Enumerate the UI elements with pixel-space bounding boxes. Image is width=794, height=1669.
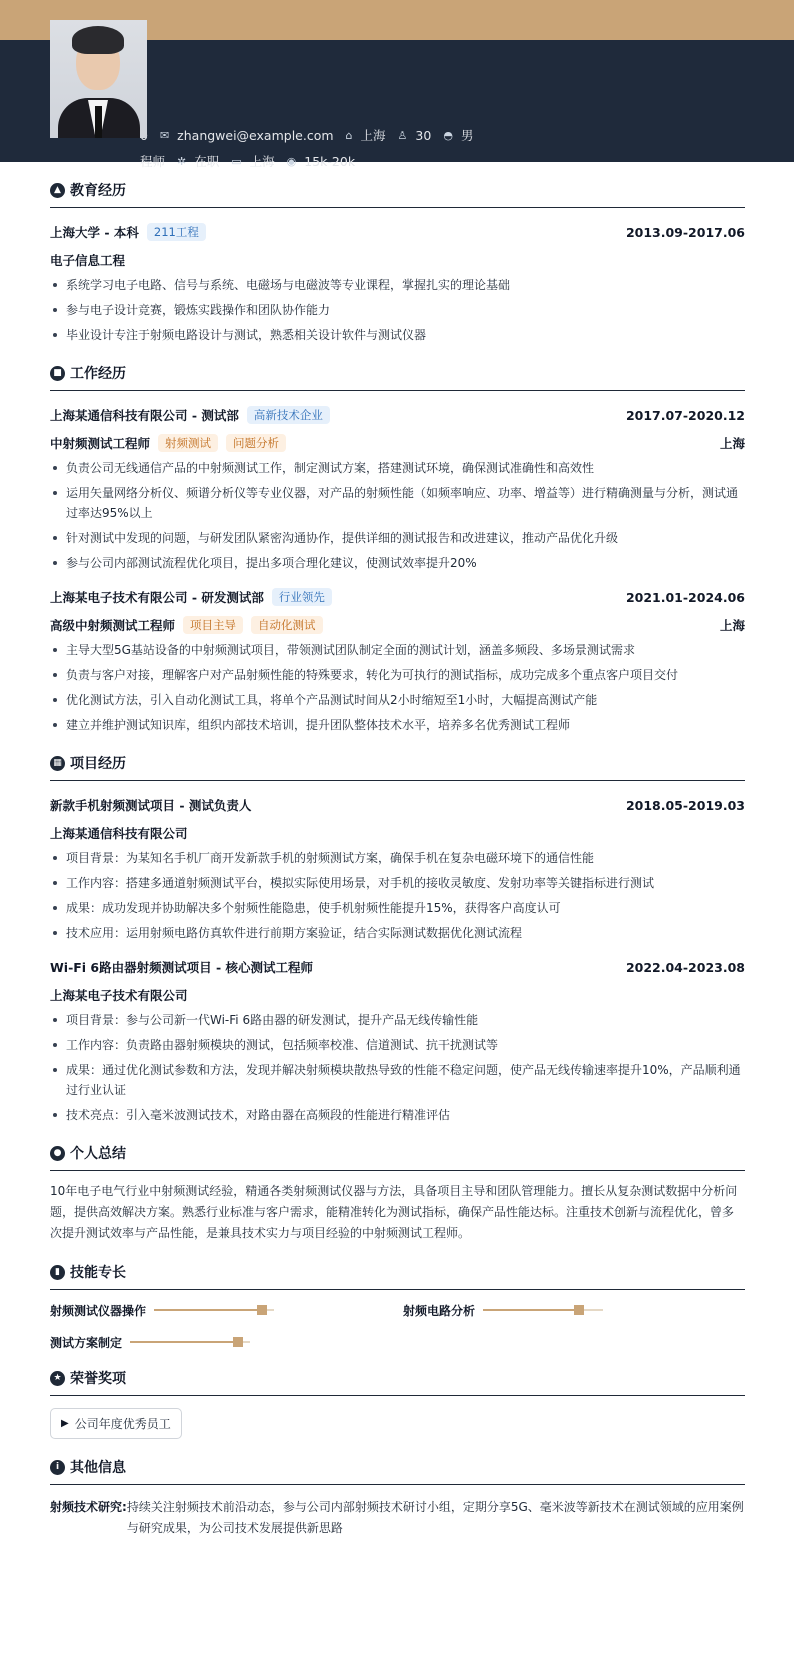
work-date: 2021.01-2024.06 bbox=[625, 589, 745, 605]
other-section bbox=[50, 1449, 745, 1539]
skills-list bbox=[50, 1302, 745, 1350]
location-icon: ▭ bbox=[231, 154, 242, 168]
work-entry bbox=[50, 587, 745, 735]
company-name: 上海某电子技术有限公司 - 研发测试部 bbox=[50, 590, 264, 605]
project-company: 上海某电子技术有限公司 bbox=[50, 988, 188, 1003]
list-item: 参与公司内部测试流程优化项目，提出多项合理化建议，使测试效率提升20% bbox=[50, 553, 745, 573]
skill-item bbox=[403, 1302, 736, 1318]
home-icon: ⌂ bbox=[345, 128, 353, 142]
skills-section bbox=[50, 1254, 745, 1350]
projects-section bbox=[50, 745, 745, 1125]
list-item: 技术应用：运用射频电路仿真软件进行前期方案验证，结合实际测试数据优化测试流程 bbox=[50, 923, 745, 943]
resume-content bbox=[50, 162, 745, 1539]
age-icon: ♙ bbox=[397, 128, 408, 142]
mail-icon: ✉ bbox=[159, 128, 170, 142]
graduation-icon: ▲ bbox=[50, 183, 65, 198]
project-name: Wi-Fi 6路由器射频测试项目 - 核心测试工程师 bbox=[50, 960, 314, 975]
skill-item bbox=[50, 1302, 383, 1318]
list-item: 运用矢量网络分析仪、频谱分析仪等专业仪器，对产品的射频性能（如频率响应、功率、增益等）进行精确测量与分析，测试通过率达95%以上 bbox=[50, 483, 745, 523]
info-icon: i bbox=[50, 1460, 65, 1475]
project-entry bbox=[50, 957, 745, 1125]
work-entry bbox=[50, 405, 745, 573]
project-company: 上海某通信科技有限公司 bbox=[50, 826, 188, 841]
education-section bbox=[50, 172, 745, 345]
section-title: ■ 工作经历 bbox=[50, 355, 745, 391]
list-item: 负责公司无线通信产品的中射频测试工作，制定测试方案，搭建测试环境，确保测试准确性和高效性 bbox=[50, 458, 745, 478]
job-city: 上海 bbox=[719, 618, 745, 633]
skill-level-bar bbox=[483, 1309, 603, 1311]
project-date: 2022.04-2023.08 bbox=[625, 959, 745, 975]
skill-level-knob bbox=[574, 1305, 584, 1315]
skill-level-bar bbox=[130, 1341, 250, 1343]
school-name: 上海大学 - 本科 bbox=[50, 225, 139, 240]
list-item: 工作内容：负责路由器射频模块的测试，包括频率校准、信道测试、抗干扰测试等 bbox=[50, 1035, 745, 1055]
list-item: 系统学习电子电路、信号与系统、电磁场与电磁波等专业课程，掌握扎实的理论基础 bbox=[50, 275, 745, 295]
skill-item bbox=[50, 1334, 383, 1350]
list-item: 毕业设计专注于射频电路设计与测试，熟悉相关设计软件与测试仪器 bbox=[50, 325, 745, 345]
summary-section bbox=[50, 1135, 745, 1244]
section-title: i 其他信息 bbox=[50, 1449, 745, 1485]
briefcase-icon: ■ bbox=[50, 366, 65, 381]
list-item: 工作内容：搭建多通道射频测试平台，模拟实际使用场景，对手机的接收灵敏度、发射功率等关键指标进行测试 bbox=[50, 873, 745, 893]
role-tag: 问题分析 bbox=[226, 434, 286, 452]
list-item: 建立并维护测试知识库，组织内部技术培训，提升团队整体技术水平，培养多名优秀测试工程师 bbox=[50, 715, 745, 735]
section-title: ★ 荣誉奖项 bbox=[50, 1360, 745, 1396]
play-icon: ▶ bbox=[61, 1418, 69, 1429]
salary-value: 15k-20k bbox=[304, 153, 356, 169]
project-name: 新款手机射频测试项目 - 测试负责人 bbox=[50, 798, 252, 813]
contact-row bbox=[140, 126, 473, 144]
skill-name: 射频电路分析 bbox=[403, 1303, 476, 1318]
user-icon: ● bbox=[50, 1146, 65, 1161]
section-title: ▲ 教育经历 bbox=[50, 172, 745, 208]
skill-level-bar bbox=[154, 1309, 274, 1311]
awards-section bbox=[50, 1360, 745, 1439]
other-text: 持续关注射频技术前沿动态，参与公司内部射频技术研讨小组，定期分享5G、毫米波等新技术在测试领域的应用案例与研究成果，为公司技术发展提供新思路 bbox=[126, 1500, 744, 1535]
list-item: 针对测试中发现的问题，与研发团队紧密沟通协作，提供详细的测试报告和改进建议，推动产品优化升级 bbox=[50, 528, 745, 548]
profile-photo bbox=[50, 20, 147, 138]
list-item: 技术亮点：引入毫米波测试技术，对路由器在高频段的性能进行精准评估 bbox=[50, 1105, 745, 1125]
skill-level-knob bbox=[257, 1305, 267, 1315]
major-name: 电子信息工程 bbox=[50, 253, 126, 268]
city-value: 上海 bbox=[360, 128, 386, 143]
section-title: ▮ 技能专长 bbox=[50, 1254, 745, 1290]
section-title: ▦ 项目经历 bbox=[50, 745, 745, 781]
job-role: 中射频测试工程师 bbox=[50, 436, 151, 451]
skill-level-knob bbox=[233, 1337, 243, 1347]
award-item bbox=[50, 1408, 182, 1439]
gender-icon: ◓ bbox=[443, 128, 453, 142]
list-item: 成果：通过优化测试参数和方法，发现并解决射频模块散热导致的性能不稳定问题，使产品无线传输速率提升10%，产品顺利通过行业认证 bbox=[50, 1060, 745, 1100]
education-entry bbox=[50, 222, 745, 345]
other-item bbox=[50, 1497, 745, 1539]
skill-name: 测试方案制定 bbox=[50, 1335, 123, 1350]
medal-icon: ★ bbox=[50, 1371, 65, 1386]
role-tag: 自动化测试 bbox=[251, 616, 323, 634]
list-item: 主导大型5G基站设备的中射频测试项目，带领测试团队制定全面的测试计划，涵盖多频段、多场景测试需求 bbox=[50, 640, 745, 660]
company-tag: 高新技术企业 bbox=[247, 406, 330, 424]
target-city-value: 上海 bbox=[249, 154, 275, 169]
project-entry bbox=[50, 795, 745, 943]
work-date: 2017.07-2020.12 bbox=[625, 407, 745, 423]
role-tag: 射频测试 bbox=[158, 434, 218, 452]
chart-icon: ▮ bbox=[50, 1265, 65, 1280]
position-value: 程师 bbox=[140, 154, 166, 169]
email-value[interactable]: zhangwei@example.com bbox=[177, 127, 334, 143]
section-title: ● 个人总结 bbox=[50, 1135, 745, 1171]
project-date: 2018.05-2019.03 bbox=[625, 797, 745, 813]
education-date: 2013.09-2017.06 bbox=[625, 224, 745, 240]
list-item: 参与电子设计竞赛，锻炼实践操作和团队协作能力 bbox=[50, 300, 745, 320]
gender-value: 男 bbox=[460, 128, 474, 143]
school-tag: 211工程 bbox=[147, 223, 206, 241]
status-value: 在职 bbox=[194, 154, 220, 169]
list-item: 项目背景：参与公司新一代Wi-Fi 6路由器的研发测试，提升产品无线传输性能 bbox=[50, 1010, 745, 1030]
other-label: 射频技术研究: bbox=[50, 1500, 127, 1514]
list-item: 成果：成功发现并协助解决多个射频性能隐患，使手机射频性能提升15%，获得客户高度认可 bbox=[50, 898, 745, 918]
role-tag: 项目主导 bbox=[183, 616, 243, 634]
job-role: 高级中射频测试工程师 bbox=[50, 618, 176, 633]
status-icon: ✲ bbox=[177, 154, 187, 168]
summary-text: 10年电子电气行业中射频测试经验，精通各类射频测试仪器与方法，具备项目主导和团队管理能力。擅长从复杂测试数据中分析问题，提供高效解决方案。熟悉行业标准与客户需求，能精准转化为测试指标，确保产品性能达标。注重技术创新与流程优化，曾多次提升测试效率与产品性能，是兼具技术实力与项目经验的中射频测试工程师。 bbox=[50, 1184, 738, 1240]
salary-icon: ◉ bbox=[286, 154, 297, 168]
age-value: 30 bbox=[415, 127, 432, 143]
grid-icon: ▦ bbox=[50, 756, 65, 771]
work-section bbox=[50, 355, 745, 735]
company-name: 上海某通信科技有限公司 - 测试部 bbox=[50, 408, 239, 423]
skill-name: 射频测试仪器操作 bbox=[50, 1303, 147, 1318]
list-item: 项目背景：为某知名手机厂商开发新款手机的射频测试方案，确保手机在复杂电磁环境下的通信性能 bbox=[50, 848, 745, 868]
list-item: 负责与客户对接，理解客户对产品射频性能的特殊要求，转化为可执行的测试指标，成功完成多个重点客户项目交付 bbox=[50, 665, 745, 685]
job-city: 上海 bbox=[719, 436, 745, 451]
company-tag: 行业领先 bbox=[272, 588, 332, 606]
award-name: 公司年度优秀员工 bbox=[74, 1417, 171, 1431]
list-item: 优化测试方法，引入自动化测试工具，将单个产品测试时间从2小时缩短至1小时，大幅提高测试产能 bbox=[50, 690, 745, 710]
